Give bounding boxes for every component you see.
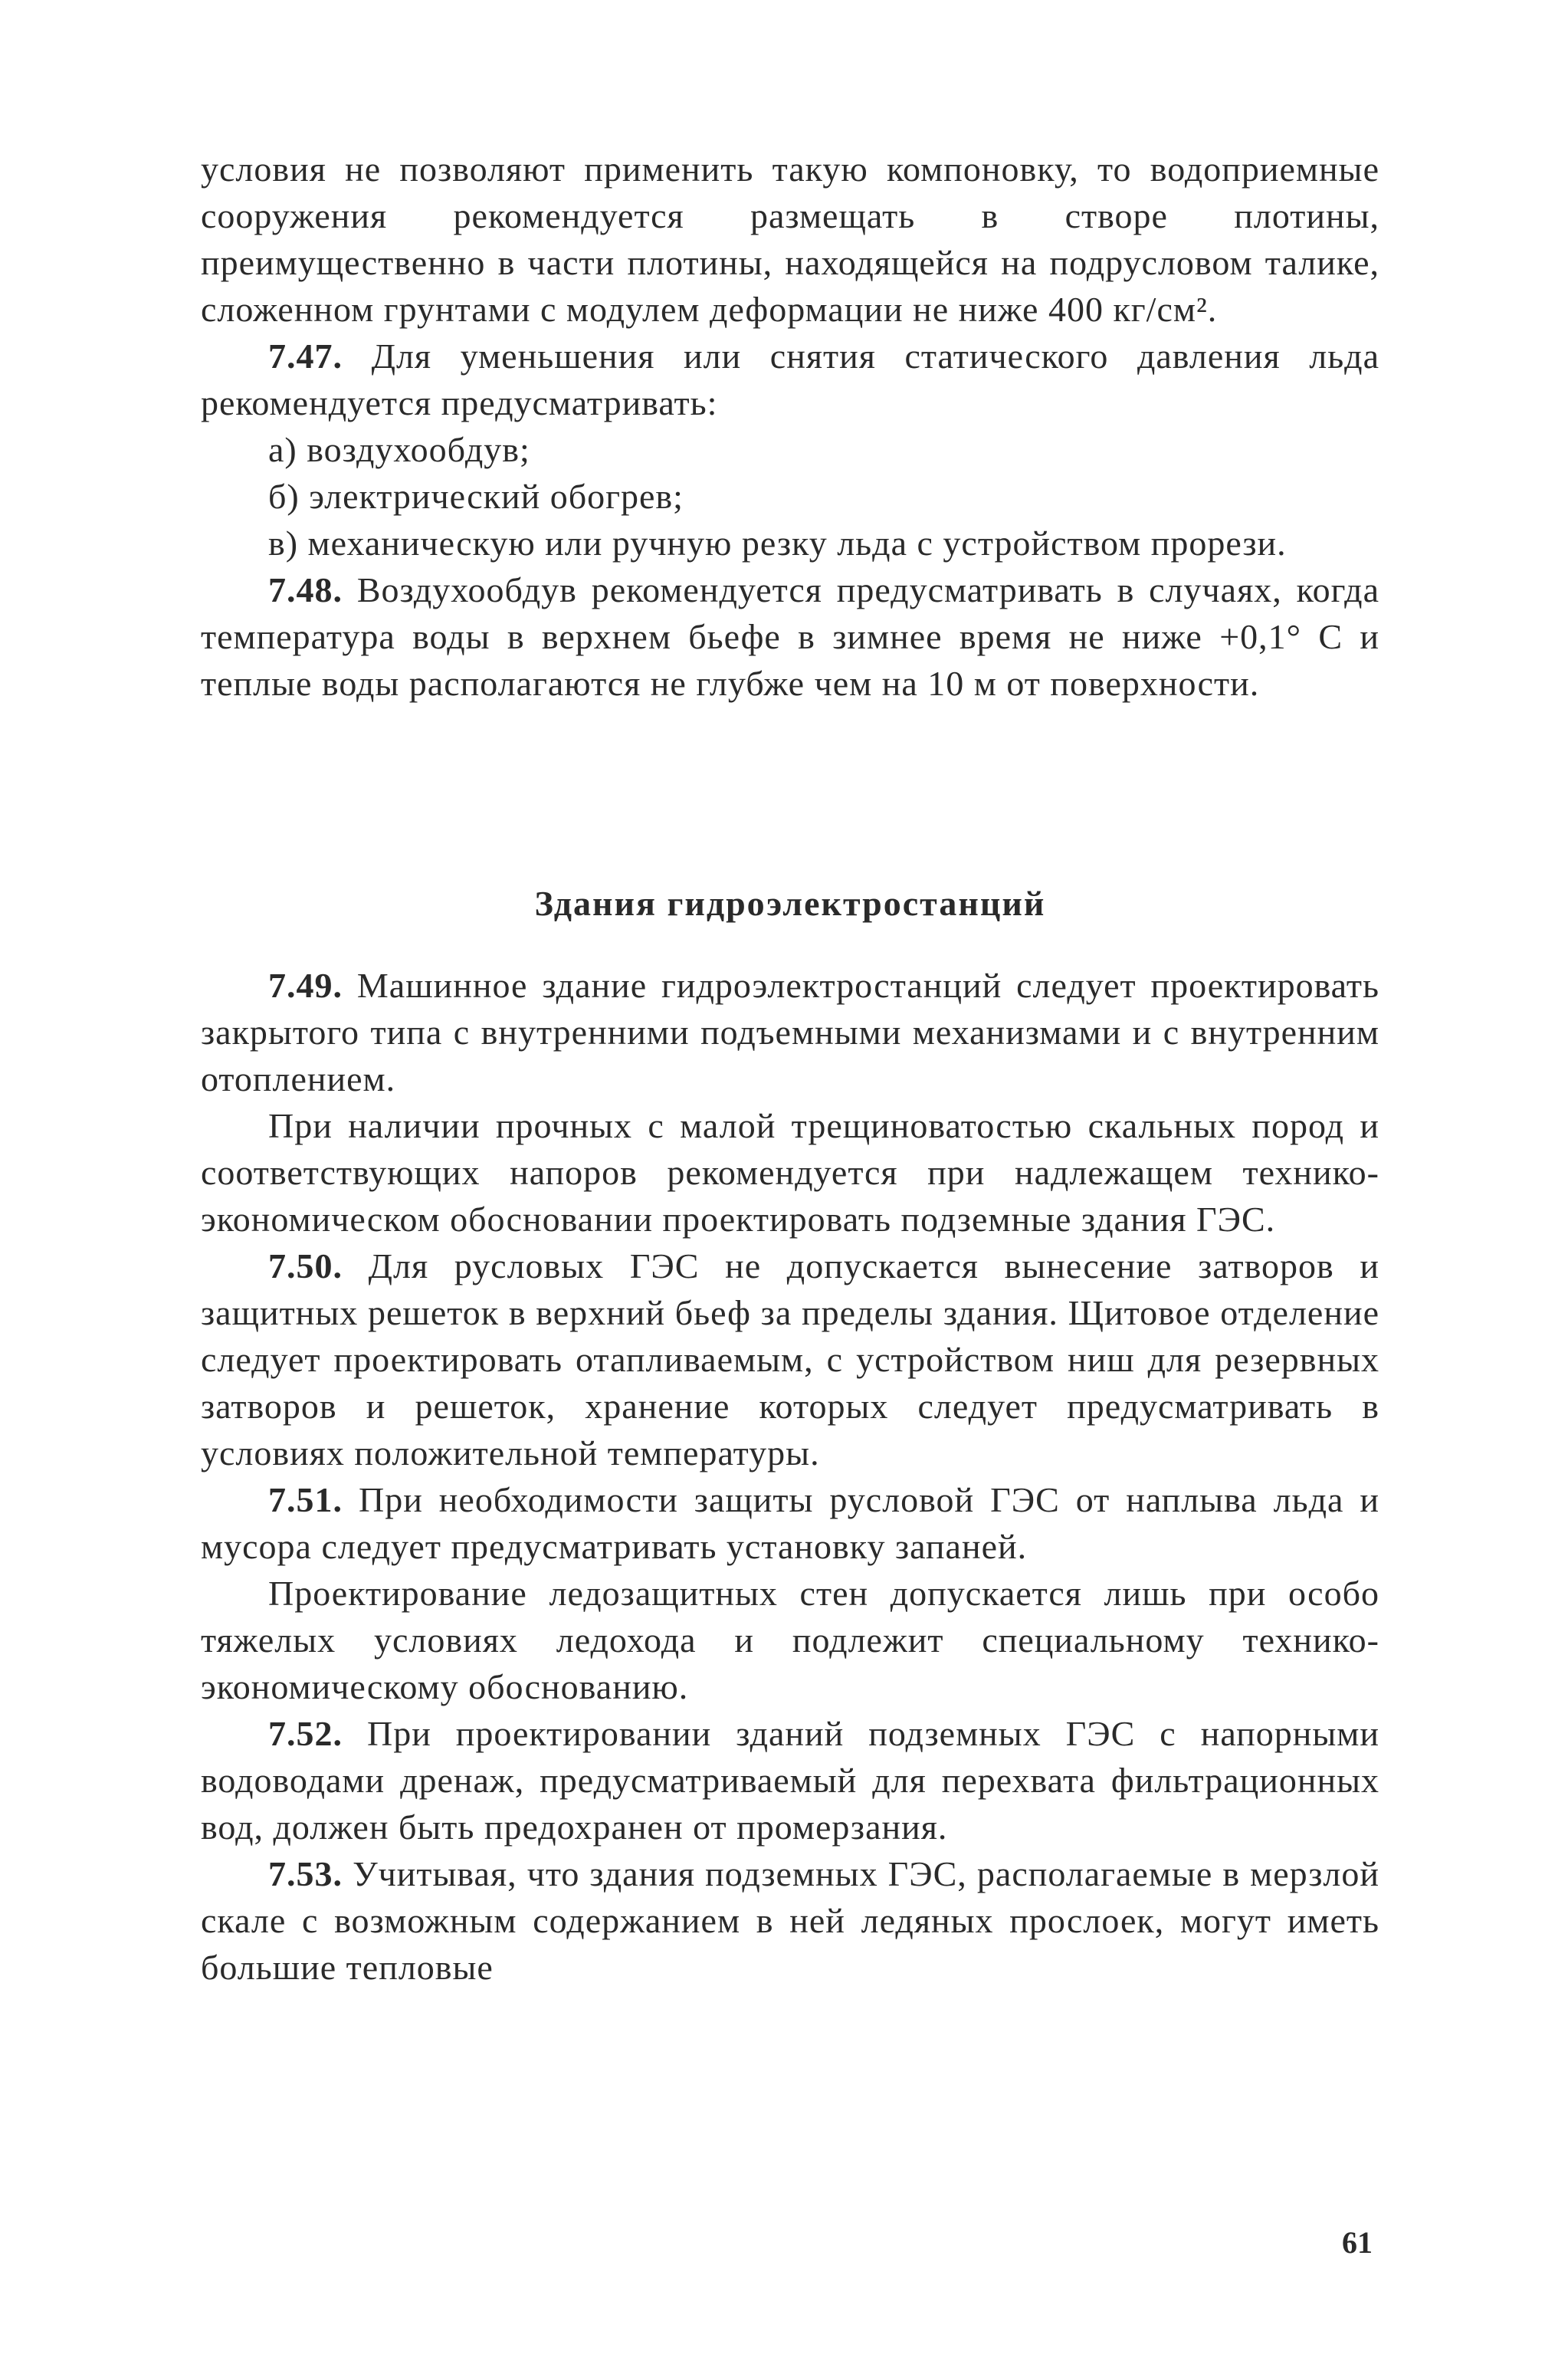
clause-text: Машинное здание гидроэлектростанций следует проектировать закрытого типа с внутренними подъемными механизмами и с внутренним отоплением. [201,966,1379,1098]
clause-number: 7.48. [268,570,343,609]
paragraph-ice-walls: Проектирование ледозащитных стен допускается лишь при особо тяжелых условиях ледохода и подлежит специальному технико-экономическому обоснованию. [201,1574,1379,1706]
paragraph-continuation: условия не позволяют применить такую компоновку, то водоприемные сооружения рекомендуется размещать в створе плотины, преимущественно в части плотины, находящейся на подрусловом талике, сложенном грунтами с модулем деформации не ниже 400 кг/см². [201,149,1379,329]
clause-number: 7.49. [268,966,343,1005]
paragraph-7-51 [201,1476,1379,1570]
clause-number: 7.52. [268,1714,343,1753]
paragraph-7-50 [201,1243,1379,1476]
text-block-top [201,146,1379,707]
clause-text: При проектировании зданий подземных ГЭС с напорными водоводами дренаж, предусматриваемый для перехвата фильтрационных вод, должен быть предохранен от промерзания. [201,1714,1379,1847]
list-item-c: в) механическую или ручную резку льда с устройством прорези. [268,524,1287,563]
paragraph-underground-stations: При наличии прочных с малой трещиноватостью скальных пород и соответствующих напоров рекомендуется при надлежащем технико-экономическом обосновании проектировать подземные здания ГЭС. [201,1106,1379,1239]
clause-text: При необходимости защиты русловой ГЭС от наплыва льда и мусора следует предусматривать установку запаней. [201,1480,1379,1566]
clause-number: 7.47. [268,337,343,376]
clause-text: Для русловых ГЭС не допускается вынесение затворов и защитных решеток в верхний бьеф за пределы здания. Щитовое отделение следует проектировать отапливаемым, с устройством ниш для резервных затворов и решеток, хранение которых следует предусматривать в условиях положительной температуры. [201,1246,1379,1472]
clause-number: 7.51. [268,1480,343,1519]
section-heading: Здания гидроэлектростанций [534,884,1046,923]
paragraph-7-52 [201,1710,1379,1850]
paragraph-7-48 [201,566,1379,707]
clause-number: 7.53. [268,1854,343,1893]
paragraph-7-47 [201,333,1379,426]
clause-number: 7.50. [268,1246,343,1285]
list-item-b: б) электрический обогрев; [268,477,684,516]
list-item-a: а) воздухообдув; [268,430,530,469]
clause-text: Для уменьшения или снятия статического давления льда рекомендуется предусматривать: [201,337,1379,422]
text-block-bottom [201,962,1379,1991]
paragraph-7-53 [201,1850,1379,1991]
clause-text: Воздухообдув рекомендуется предусматривать в случаях, когда температура воды в верхнем бьефе в зимнее время не ниже +0,1° С и теплые воды располагаются не глубже чем на 10 м от поверхности. [201,570,1379,703]
clause-text: Учитывая, что здания подземных ГЭС, располагаемые в мерзлой скале с возможным содержанием в ней ледяных прослоек, могут иметь большие тепловые [201,1854,1379,1987]
paragraph-7-49 [201,962,1379,1102]
page-number: 61 [1342,2225,1373,2260]
